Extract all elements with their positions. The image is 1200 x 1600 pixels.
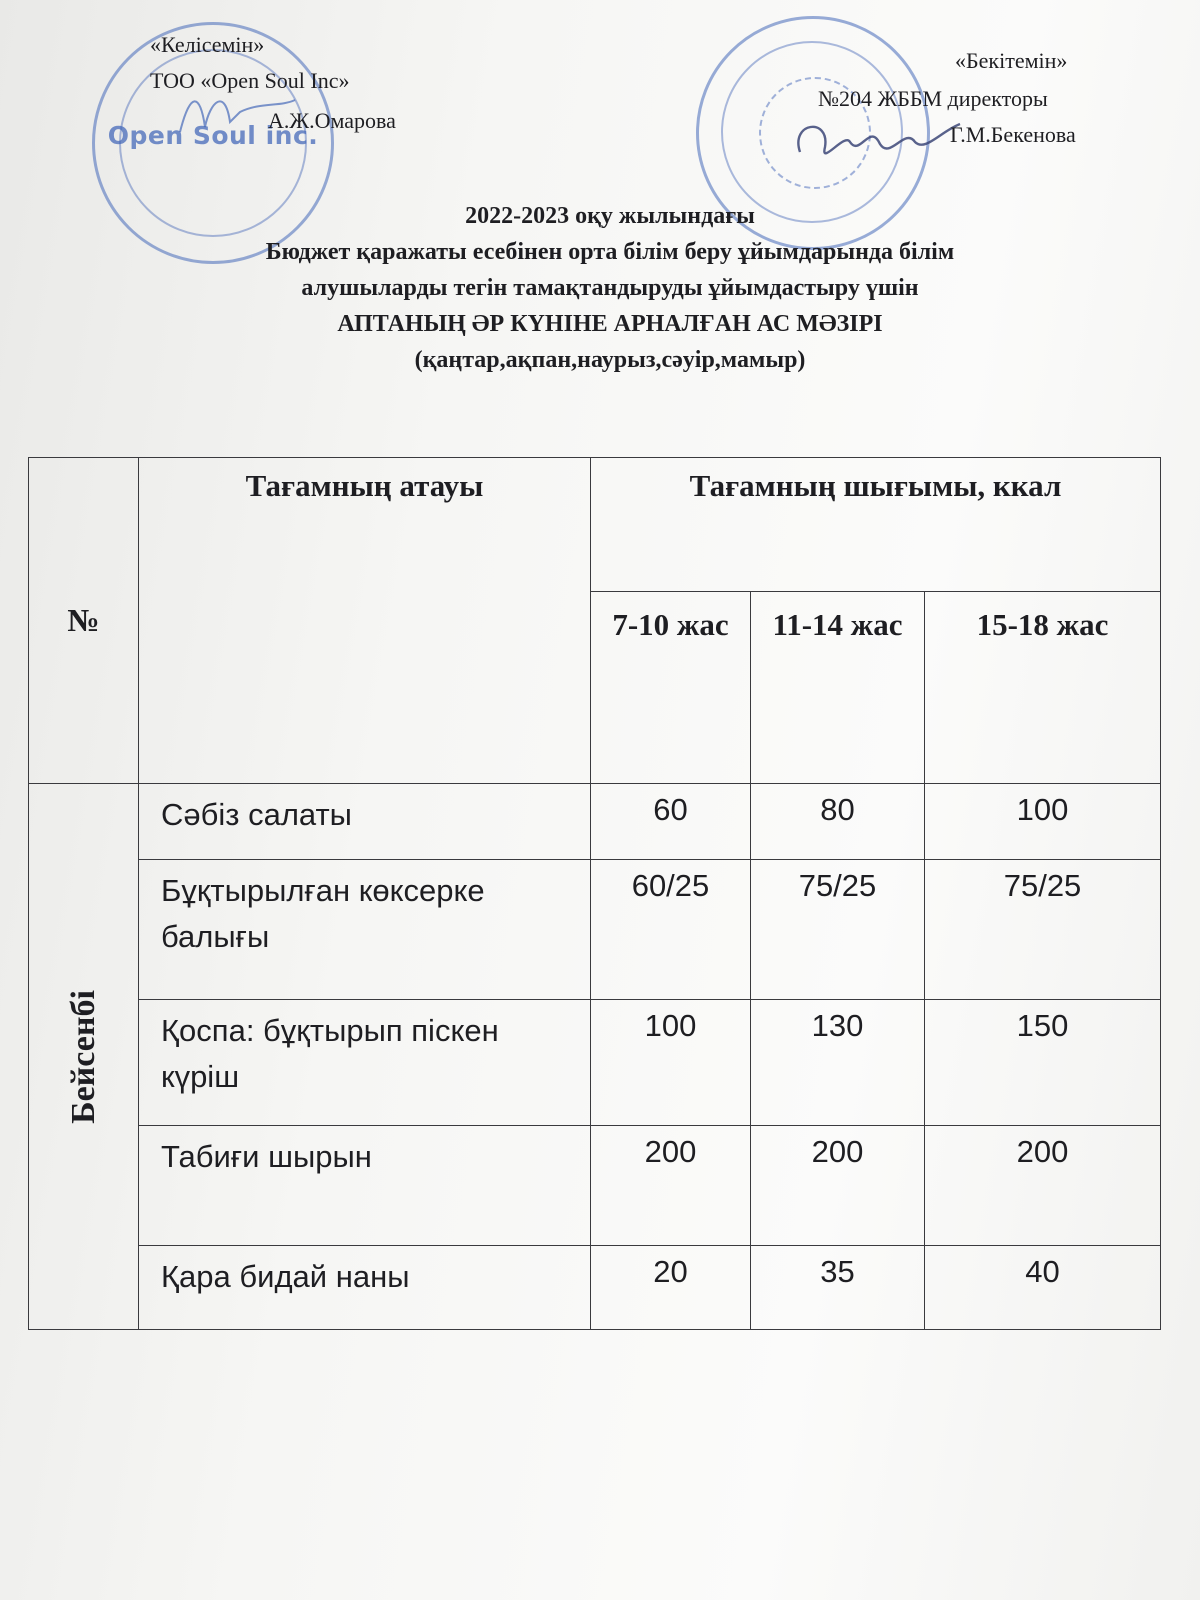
value-11-14: 200 (751, 1126, 925, 1246)
approval-left-line1: «Келісемін» (150, 32, 265, 57)
approval-left-name: А.Ж.Омарова (268, 108, 396, 133)
approval-left-company: ТОО «Open Soul Inc» (150, 68, 350, 93)
header-age-11-14: 11-14 жас (751, 592, 925, 784)
title-line-2: Бюджет қаражаты есебінен орта білім беру ұйымдарында білім (265, 239, 955, 265)
stamp-logo-text: Open Soul inc. (107, 121, 319, 150)
table-row (29, 1126, 1161, 1246)
table-row (29, 1246, 1161, 1330)
value-11-14: 130 (751, 1000, 925, 1126)
dish-name: Бұқтырылған көксерке балығы (139, 860, 591, 1000)
value-11-14: 35 (751, 1246, 925, 1330)
dish-name: Қоспа: бұқтырып піскен күріш (139, 1000, 591, 1126)
table-row (29, 784, 1161, 860)
title-line-months: (қаңтар,ақпан,наурыз,сәуір,мамыр) (414, 347, 806, 373)
value-7-10: 200 (591, 1126, 751, 1246)
menu-table (28, 457, 1161, 1330)
header-output: Тағамның шығымы, ккал (591, 458, 1161, 592)
header-number: № (29, 458, 139, 784)
dish-name: Табиғи шырын (139, 1126, 591, 1246)
value-11-14: 75/25 (751, 860, 925, 1000)
value-15-18: 40 (925, 1246, 1161, 1330)
value-11-14: 80 (751, 784, 925, 860)
value-15-18: 150 (925, 1000, 1161, 1126)
value-7-10: 20 (591, 1246, 751, 1330)
value-7-10: 60/25 (591, 860, 751, 1000)
approval-right-position: №204 ЖББМ директоры (818, 86, 1048, 111)
table-row (29, 860, 1161, 1000)
header-age-15-18: 15-18 жас (925, 592, 1161, 784)
approval-right-line1: «Бекітемін» (955, 48, 1068, 73)
header-dish-name: Тағамның атауы (139, 458, 591, 784)
title-line-3: алушыларды тегін тамақтандыруды ұйымдастыру үшін (301, 275, 919, 301)
document-title (110, 198, 1110, 378)
day-cell (29, 784, 139, 1330)
dish-name: Сәбіз салаты (139, 784, 591, 860)
approval-right-name: Г.М.Бекенова (950, 122, 1076, 147)
title-line-4: АПТАНЫҢ ӘР КҮНІНЕ АРНАЛҒАН АС МӘЗІРІ (337, 311, 883, 337)
value-15-18: 100 (925, 784, 1161, 860)
value-7-10: 60 (591, 784, 751, 860)
dish-name: Қара бидай наны (139, 1246, 591, 1330)
header-age-7-10: 7-10 жас (591, 592, 751, 784)
value-15-18: 200 (925, 1126, 1161, 1246)
signature-right (790, 112, 970, 172)
value-15-18: 75/25 (925, 860, 1161, 1000)
table-row (29, 1000, 1161, 1126)
value-7-10: 100 (591, 1000, 751, 1126)
title-line-year: 2022-2023 оқу жылындағы (465, 203, 755, 229)
day-label: Бейсенбі (64, 989, 102, 1124)
